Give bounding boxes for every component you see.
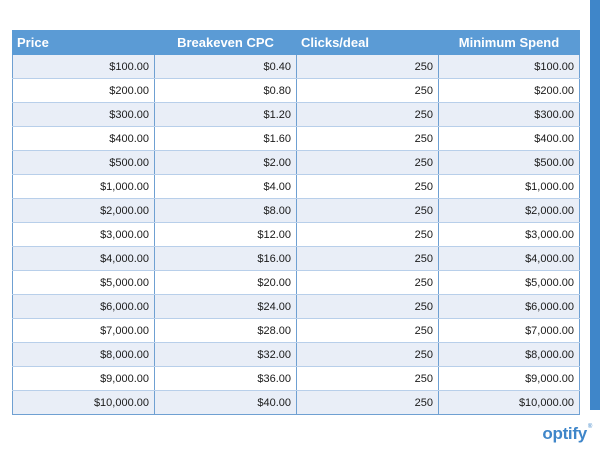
- cell-price: $500.00: [13, 151, 155, 175]
- cell-price: $400.00: [13, 127, 155, 151]
- cell-breakeven-cpc: $16.00: [155, 247, 297, 271]
- cell-breakeven-cpc: $1.20: [155, 103, 297, 127]
- cell-price: $200.00: [13, 79, 155, 103]
- table-row: [13, 247, 580, 271]
- cell-clicks-per-deal: 250: [297, 391, 439, 415]
- cell-clicks-per-deal: 250: [297, 103, 439, 127]
- table-row: [13, 367, 580, 391]
- cell-price: $9,000.00: [13, 367, 155, 391]
- cell-clicks-per-deal: 250: [297, 175, 439, 199]
- table-row: [13, 319, 580, 343]
- cell-price: $10,000.00: [13, 391, 155, 415]
- cell-minimum-spend: $6,000.00: [439, 295, 580, 319]
- cell-clicks-per-deal: 250: [297, 295, 439, 319]
- table-row: [13, 127, 580, 151]
- cell-breakeven-cpc: $28.00: [155, 319, 297, 343]
- cell-minimum-spend: $1,000.00: [439, 175, 580, 199]
- header-breakeven-cpc: Breakeven CPC: [155, 31, 297, 55]
- pricing-table: [12, 30, 580, 415]
- cell-breakeven-cpc: $2.00: [155, 151, 297, 175]
- accent-bar: [590, 0, 600, 410]
- table-header-row: [13, 31, 580, 55]
- header-minimum-spend: Minimum Spend: [439, 31, 580, 55]
- cell-minimum-spend: $100.00: [439, 55, 580, 79]
- cell-clicks-per-deal: 250: [297, 319, 439, 343]
- cell-clicks-per-deal: 250: [297, 127, 439, 151]
- optify-logo: [542, 424, 592, 444]
- cell-price: $3,000.00: [13, 223, 155, 247]
- cell-price: $7,000.00: [13, 319, 155, 343]
- cell-minimum-spend: $9,000.00: [439, 367, 580, 391]
- cell-breakeven-cpc: $1.60: [155, 127, 297, 151]
- table-row: [13, 391, 580, 415]
- cell-breakeven-cpc: $12.00: [155, 223, 297, 247]
- cell-minimum-spend: $4,000.00: [439, 247, 580, 271]
- table-row: [13, 343, 580, 367]
- cell-clicks-per-deal: 250: [297, 223, 439, 247]
- cell-price: $300.00: [13, 103, 155, 127]
- table-row: [13, 223, 580, 247]
- cell-minimum-spend: $2,000.00: [439, 199, 580, 223]
- cell-price: $100.00: [13, 55, 155, 79]
- cell-breakeven-cpc: $4.00: [155, 175, 297, 199]
- cell-minimum-spend: $10,000.00: [439, 391, 580, 415]
- table-body: [13, 55, 580, 415]
- table-row: [13, 175, 580, 199]
- cell-clicks-per-deal: 250: [297, 367, 439, 391]
- table-row: [13, 151, 580, 175]
- cell-price: $5,000.00: [13, 271, 155, 295]
- cell-breakeven-cpc: $0.80: [155, 79, 297, 103]
- header-price: Price: [13, 31, 155, 55]
- cell-breakeven-cpc: $36.00: [155, 367, 297, 391]
- cell-minimum-spend: $500.00: [439, 151, 580, 175]
- cell-clicks-per-deal: 250: [297, 271, 439, 295]
- cell-clicks-per-deal: 250: [297, 343, 439, 367]
- table-row: [13, 103, 580, 127]
- cell-breakeven-cpc: $40.00: [155, 391, 297, 415]
- cell-clicks-per-deal: 250: [297, 79, 439, 103]
- cell-breakeven-cpc: $0.40: [155, 55, 297, 79]
- table-row: [13, 55, 580, 79]
- cell-price: $4,000.00: [13, 247, 155, 271]
- logo-text: optify: [542, 424, 587, 443]
- cell-clicks-per-deal: 250: [297, 55, 439, 79]
- cell-price: $2,000.00: [13, 199, 155, 223]
- table-row: [13, 295, 580, 319]
- cell-clicks-per-deal: 250: [297, 247, 439, 271]
- registered-mark: ®: [587, 424, 592, 430]
- cell-minimum-spend: $7,000.00: [439, 319, 580, 343]
- cell-price: $6,000.00: [13, 295, 155, 319]
- cell-minimum-spend: $8,000.00: [439, 343, 580, 367]
- table-row: [13, 79, 580, 103]
- cell-breakeven-cpc: $20.00: [155, 271, 297, 295]
- cell-minimum-spend: $400.00: [439, 127, 580, 151]
- cell-clicks-per-deal: 250: [297, 151, 439, 175]
- cell-clicks-per-deal: 250: [297, 199, 439, 223]
- cell-minimum-spend: $300.00: [439, 103, 580, 127]
- header-clicks-per-deal: Clicks/deal: [297, 31, 439, 55]
- cell-minimum-spend: $3,000.00: [439, 223, 580, 247]
- cell-breakeven-cpc: $32.00: [155, 343, 297, 367]
- cell-minimum-spend: $5,000.00: [439, 271, 580, 295]
- cell-price: $8,000.00: [13, 343, 155, 367]
- table-row: [13, 199, 580, 223]
- cell-minimum-spend: $200.00: [439, 79, 580, 103]
- cell-breakeven-cpc: $24.00: [155, 295, 297, 319]
- cell-price: $1,000.00: [13, 175, 155, 199]
- table-row: [13, 271, 580, 295]
- cell-breakeven-cpc: $8.00: [155, 199, 297, 223]
